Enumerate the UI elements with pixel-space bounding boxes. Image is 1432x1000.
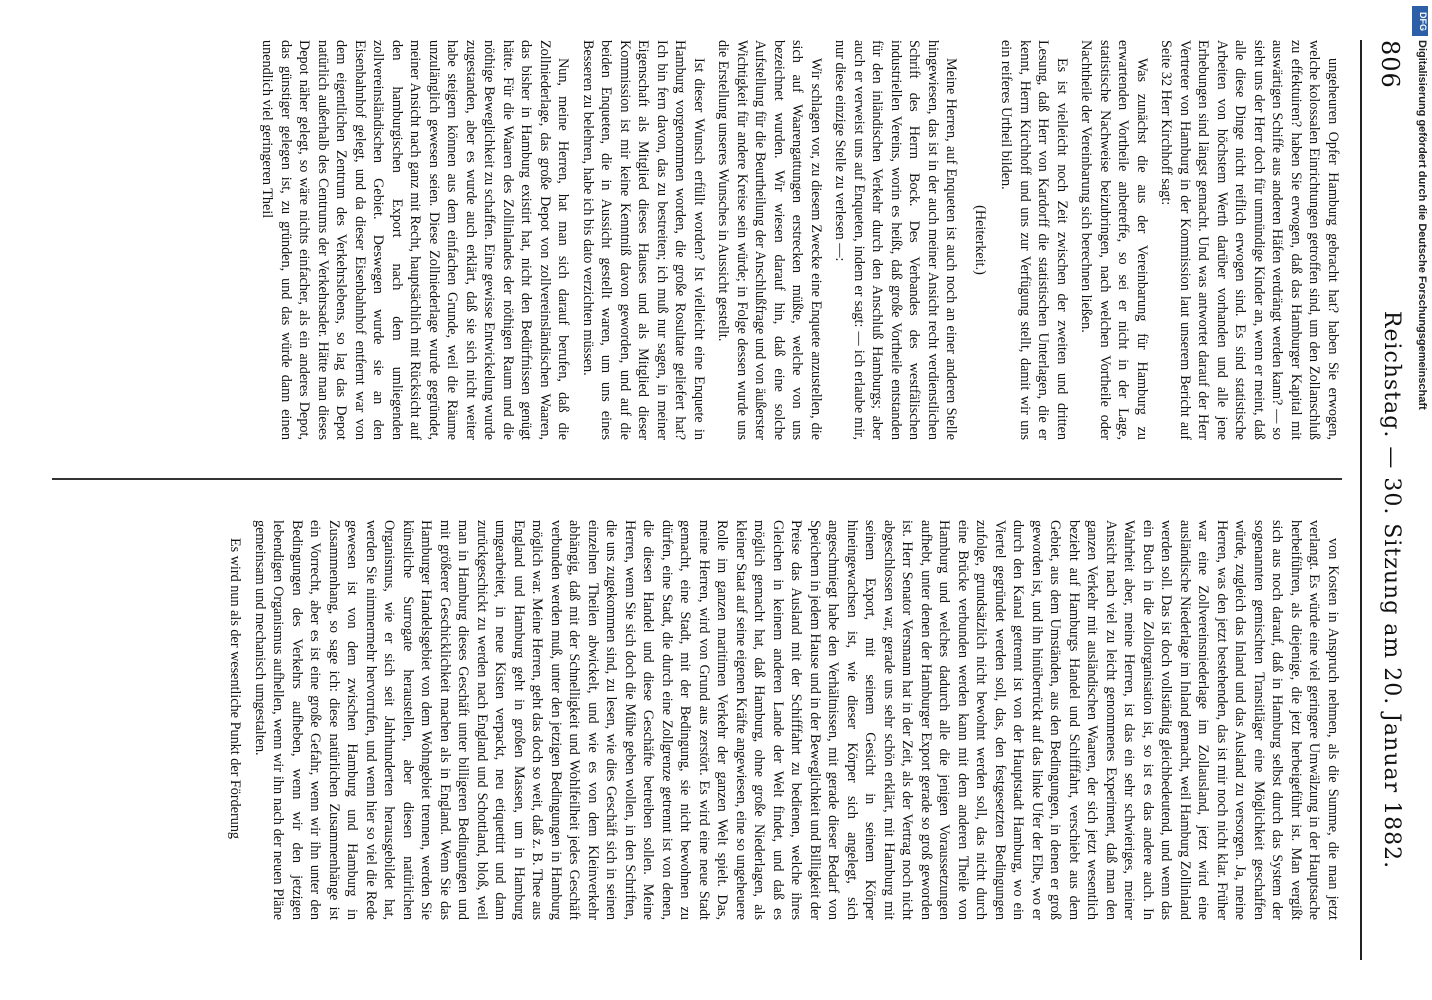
page-number: 806 (1376, 40, 1404, 89)
laughter-note: (Heiterkeit.) (972, 205, 988, 275)
paragraph: ungeheuren Opfer Hamburg gebracht hat? haben Sie erwogen, welche kolossalen Einrichtungen getroffen sind, um den Zollanschluß zu effektuiren? haben Sie erwogen, daß das Hamburger Kapital mit auswärtigen Schiffe aus anderen Häfen verdrängt werden kann? — so sieht uns der Herr doch für unmündige Kinder an, wenn er meint, daß alle diese Dinge nicht reiflich erwogen sind. Es sind statistische Arbeiten von höchstem Werth darüber vorhanden und alle jene Erhebungen sind längst gemacht. Und was antwortet darauf der Herr Vertreter von Hamburg in der Kommission laut unserem Bericht auf Seite 32 Herr Kirchhoff sagt: (1158, 40, 1341, 440)
left-text-column (52, 40, 1342, 440)
session-title: Reichstag. — 30. Sitzung am 20. Januar 1882. (1379, 310, 1404, 870)
running-head (1368, 40, 1408, 940)
paragraph: von Kosten in Anspruch nehmen, als die Summe, die man jetzt verlangt. Es würde eine viel geringere Umwälzung in der Hauptsache herbeiführen, als diejenige, die jetzt herbeigeführt ist. Man vergißt sich aus noch darauf, daß in Hamburg selbst durch das System der sogenannten gemischten Transitläger eine Möglichkeit geschaffen würde, zugleich das Inland und das Ausland zu versorgen. Ja, meine Herren, was den jetzt bestehenden, das ist mir noch nicht klar. Früher war eine Zollvereinsniederlage im Zollausland, jetzt wird eine ausländische Niederlage im Inland gemacht, weil Hamburg Zollinland werden soll. Das ist doch vollständig gleichbedeutend, und wenn das ein Buch in die Zollorganisation ist, so ist es das andere auch. In Wahrheit aber, meine Herren, ist das ein sehr schwieriges, meiner Ansicht nach viel zu leicht genommenes Experiment, daß man den ganzen Verkehr mit ausländischen Waaren, der sich jetzt wesentlich bezieht auf Hamburgs Handel und Schifffahrt, verschiebt aus dem Gebiet, aus dem Umständen, aus den Bedingungen, in denen er groß geworden ist, und ihn hinüberrückt auf das linke Ufer der Elbe, wo er durch den Kanal getrennt ist von der Hauptstadt Hamburg, wo ein Viertel gegründet werden soll, das, den festgesetzten Bedingungen zufolge, grundsätzlich nicht bewohnt werden soll, das nicht durch eine Brücke verbunden werden kann mit dem anderen Theile von Hamburg und welches dadurch alle die jenigen Voraussetzungen aufhebt, unter denen der Hamburger Export gerade so groß geworden ist. Herr Senator Versmann hat in der Zeit, als der Vertrag noch nicht abgeschlossen war, gerade uns sehr schön erklärt, mit Hamburg mit seinem Export, mit seinem Gesicht in seinem Körper hineingewachsen ist, wie dieser Körper sich angelegt, sich angeschmiegt habe den Verhältnissen, mit gerade dieser Bedarf von Speichern in jedem Hause und in der Beweglichkeit und Billigkeit der Preise das Ausland mit der Schifffahrt zu bedienen, welche ihres Gleichen in keinem anderen Lande der Welt findet, und daß es möglich gemacht hat, daß Hamburg, ohne große Niederlagen, als kleiner Staat auf seine eigenen Kräfte angewiesen, eine so ungeheuere Rolle im ganzen maritimen Verkehr der ganzen Welt spielt. Das, meine Herren, wird von Grund aus zerstört. Es wird eine neue Stadt gemacht, eine Stadt, mit der Bedingung, sie nicht bewohnen zu dürfen, eine Stadt, die durch eine Zollgrenze getrennt ist von denen, die diesen Handel und diese Geschäfte betreiben sollen. Meine Herren, wenn Sie sich doch die Mühe geben wollen, in den Schriften, die uns zugekommen sind, zu lesen, wie dies Geschäft sich in seinen einzelnen Theilen abwickelt, und wie es von dem Kleinverkehr abhängig, daß mit der Schnelligkeit und Wohlfeilheit jedes Geschäft verbunden werden muß, unter den jetzigen Bedingungen in Hamburg möglich war. Meine Herren, geht das doch so weit, daß z. B. Thee aus England und Hamburg geht in großen Massen, um in Hamburg umgearbeitet, in neue Kisten verpackt, neu etiquettirt und dann zurückgeschickt zu werden nach England und Schottland, bloß, weil man in Hamburg dieses Geschäft unter billigeren Bedingungen und mit größerer Geschicklichkeit machen als in England. Wenn Sie das Hamburger Handelsgebiet von dem Wohngebiet trennen, werden Sie künstliche Surrogate heraustellen, aber diesen natürlichen Organismus, wie er sich seit Jahrhunderten herausgebildet hat, werden Sie nimmermehr hervorrufen, und wenn hier so viel die Rede gewesen ist von dem zwischen Hamburg und Hamburg in Zusammenhang, so sage ich: diese natürlichen Zusammenhänge ist ein Vorrecht, aber es ist eine große Gefahr, wenn wir ihn unter den Bedingungen des Verkehrs aufheben, wenn wir den jetzigen lebendigen Organismus aufhellen, wenn wir ihn nach der neuen Pläne gemeinsam und mechanisch umgestalten. (252, 520, 1341, 920)
paragraph: Es wird nun als der wesentliche Punkt der Förderung (227, 538, 244, 840)
paragraph: Wir schlagen vor, zu diesem Zwecke eine Enquete anzustellen, die sich auf Waarengattungen erstrecken müßte, welche von uns bezeichnet wurden. Wir wiesen darauf hin, daß eine solche Aufstellung für die Beurtheilung der Anschlußfrage und von äußerster Wichtigkeit für andere Kreise sein würde; in Folge dessen wurde uns die Erstellung unseres Wunsches in Aussicht gestellt. (715, 40, 824, 440)
dfg-logo: DFG (1412, 6, 1428, 36)
paragraph: Was zunächst die aus der Vereinbarung für Hamburg zu erwartenden Vortheile anbetreffe, so sei er nicht in der Lage, statistische Nachweise beizubringen, nach welchen Vortheile oder Nachtheile der Vereinbarung sich berechnen ließen. (1078, 40, 1150, 440)
header-rule (1360, 40, 1362, 960)
paragraph: Ist dieser Wunsch erfüllt worden? Ist vielleicht eine Enquete in Hamburg vorgenommen worden, die große Rosultate geliefert hat? Ich bin fern davon, das zu bestreiten; ich muß nur sagen, in meiner Eigenschaft als Mitglied dieses Hauses und als Mitglied dieser Kommission ist mir keine Kenntniß davon geworden, und auf die beiden Enqueten, die in Aussicht gestellt waren, um uns eines Besseren zu belehren, habe ich bis dato verzichten müssen. (580, 40, 707, 440)
right-text-column (52, 520, 1342, 920)
paragraph: Es ist vielleicht noch Zeit zwischen der zweiten und dritten Lesung, daß Herr von Kardorff die statistischen Unterlagen, die er kennt, Herrn Kirchhoff und uns zur Verfügung stellt, damit wir uns ein reiferes Urtheil bilden. (998, 40, 1070, 440)
column-divider (52, 478, 1342, 480)
digitization-credit: Digitalisierung gefördert durch die Deutsche Forschungsgemeinschaft (1416, 40, 1428, 410)
paragraph: Meine Herren, auf Enqueten ist auch noch an einer anderen Stelle hingewiesen, das ist in der auch meiner Ansicht recht verdienstlichen Schrift des Herrn Bock. Des Verbandes des westfälischen industriellen Vereins, worin es heißt, daß große Vortheile entstanden für den inländischen Verkehr durch den Anschluß Hamburgs; aber auch er verweist uns auf Enqueten, indem er sagt: — ich erlaube mir, nur diese einzige Stelle zu verlesen —: (832, 40, 960, 440)
paragraph: Nun, meine Herren, hat man sich darauf berufen, daß die Zollniederlage, das große Depot von zollvereinsländischen Waaren, das bisher in Hamburg existirt hat, nicht den Bedürfnissen genügt hätte. Für die Waaren des Zollinlandes der nöthigen Raum und die nöthige Beweglichkeit zu schaffen. Eine gewisse Entwickelung wurde zugestanden, aber es wurde auch erklärt, daß sie sich nicht weiter habe steigern können aus dem einfachen Grunde, weil die Räume unzulänglich gewesen seien. Diese Zollniederlage wurde gegründet, meiner Ansicht nach ganz mit Recht, hauptsächlich mit Rücksicht auf den hamburgischen Export nach dem umliegenden zollvereinsländischen Gebiet. Deswegen wurde sie an den Eisenbahnhof gelegt, und da dieser Eisenbahnhof entfernt war von dem eigentlichen Zentrum des Verkehrslebens, so lag das Depot natürlich außerhalb des Centrums der Verkehrsader. Hätte man dieses Depot näher gelegt, so wäre nichts einfacher, als ein anderes Depot, das günstiger gelegen ist, zu gründen, und das würde dann einen unendlich viel geringeren Theil (259, 40, 572, 440)
